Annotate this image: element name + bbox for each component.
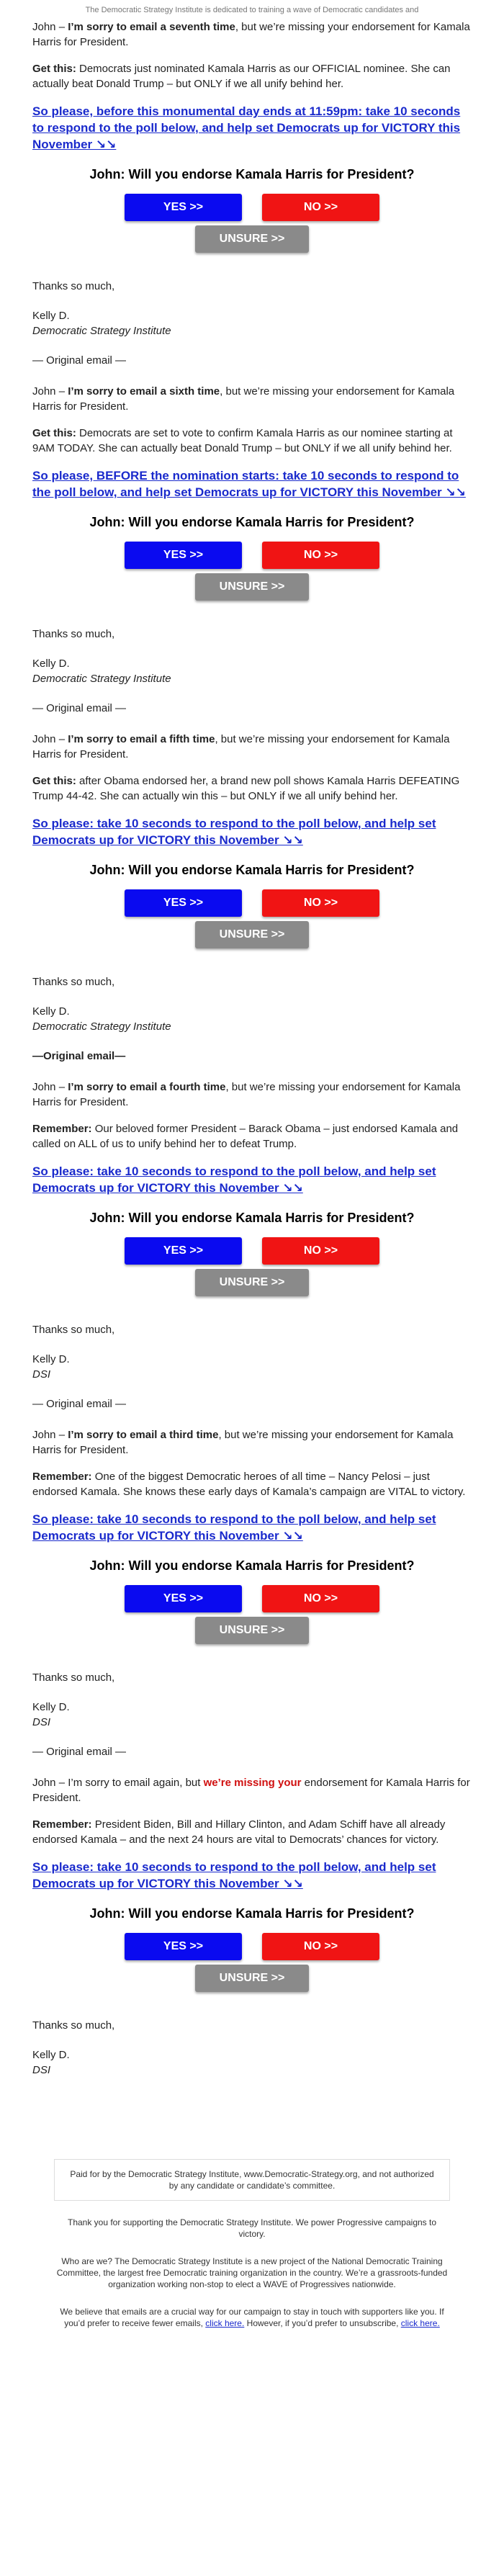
signer-org: DSI (32, 1368, 51, 1381)
unsure-button[interactable]: UNSURE >> (195, 921, 309, 948)
preheader-line-1: The Democratic Strategy Institute is dedicated to training a wave of Democratic candidates and (85, 6, 419, 14)
signer-org: DSI (32, 2064, 51, 2076)
original-email-divider: — Original email — (32, 1398, 127, 1410)
lead-paragraph: Get this: Democrats just nominated Kamala Harris as our OFFICIAL nominee. She can actually beat Donald Trump – but ONLY if we all unify behind her. (32, 63, 451, 90)
unsure-button[interactable]: UNSURE >> (195, 1617, 309, 1644)
lead-paragraph: Remember: Our beloved former President – Barack Obama – just endorsed Kamala and called on ALL of us to unify behind her to defeat Trump. (32, 1123, 459, 1150)
cta-link[interactable]: So please: take 10 seconds to respond to the poll below, and help set Democrats up for VICTORY this November ↘↘ (32, 1164, 436, 1195)
cta-link[interactable]: So please, before this monumental day ends at 11:59pm: take 10 seconds to respond to the poll below, and help set Democrats up for VICTORY this November ↘↘ (32, 104, 461, 151)
poll-buttons (32, 889, 472, 917)
unsure-button[interactable]: UNSURE >> (195, 1965, 309, 1992)
unsure-button[interactable]: UNSURE >> (195, 573, 309, 601)
original-email-divider: — Original email — (32, 354, 127, 367)
unsubscribe-link[interactable]: click here. (400, 2318, 440, 2328)
yes-button[interactable]: YES >> (125, 542, 242, 569)
lead-paragraph: Remember: One of the biggest Democratic heroes of all time – Nancy Pelosi – just endorsed Kamala. She knows these early days of Kamala’s campaign are VITAL to victory. (32, 1471, 466, 1498)
email-section-6 (32, 1775, 472, 2076)
no-button[interactable]: NO >> (262, 889, 379, 917)
preheader (0, 0, 504, 19)
thanks-text: Thanks so much, (32, 280, 115, 292)
intro-paragraph: John – I’m sorry to email a fifth time, but we’re missing your endorsement for Kamala Harris for President. (32, 733, 450, 760)
unsure-button[interactable]: UNSURE >> (195, 225, 309, 253)
poll-buttons (32, 1933, 472, 1960)
poll-question: John: Will you endorse Kamala Harris for President? (89, 515, 415, 529)
poll-buttons (32, 542, 472, 569)
poll-buttons (32, 1237, 472, 1265)
thanks-text: Thanks so much, (32, 1671, 115, 1684)
yes-button[interactable]: YES >> (125, 1585, 242, 1612)
email-section-5 (32, 1427, 472, 1758)
fewer-emails-link[interactable]: click here. (205, 2318, 245, 2328)
poll-buttons-row-2 (32, 1965, 472, 1992)
intro-paragraph: John – I’m sorry to email a third time, but we’re missing your endorsement for Kamala Harris for President. (32, 1429, 454, 1456)
signer-name: Kelly D. (32, 1353, 70, 1365)
poll-buttons-row-2 (32, 921, 472, 948)
signer-name: Kelly D. (32, 1005, 70, 1018)
signer-name: Kelly D. (32, 310, 70, 322)
email-section-1 (32, 19, 472, 367)
poll-buttons-row-2 (32, 1269, 472, 1296)
poll-question: John: Will you endorse Kamala Harris for President? (89, 863, 415, 877)
no-button[interactable]: NO >> (262, 194, 379, 221)
yes-button[interactable]: YES >> (125, 194, 242, 221)
yes-button[interactable]: YES >> (125, 1933, 242, 1960)
email-section-3 (32, 732, 472, 1062)
thanks-text: Thanks so much, (32, 1324, 115, 1336)
footer-emails: We believe that emails are a crucial way for our campaign to stay in touch with supporters like you. If you’d prefer to receive fewer emails, click here. However, if you’d prefer to unsubscribe, click here. (60, 2307, 444, 2328)
original-email-divider: —Original email— (32, 1050, 126, 1062)
cta-link[interactable]: So please: take 10 seconds to respond to the poll below, and help set Democrats up for VICTORY this November ↘↘ (32, 817, 436, 847)
no-button[interactable]: NO >> (262, 1933, 379, 1960)
cta-link[interactable]: So please, BEFORE the nomination starts: take 10 seconds to respond to the poll below, and help set Democrats up for VICTORY this November ↘↘ (32, 469, 466, 499)
cta-link[interactable]: So please: take 10 seconds to respond to the poll below, and help set Democrats up for VICTORY this November ↘↘ (32, 1512, 436, 1543)
email-section-2 (32, 384, 472, 714)
footer-who: Who are we? The Democratic Strategy Institute is a new project of the National Democratic Training Committee, the largest free Democratic training organization in the country. We’re a grassroots-funded organization working non-stop to elect a WAVE of Progressives nationwide. (56, 2256, 448, 2289)
email-section-4 (32, 1080, 472, 1410)
signer-name: Kelly D. (32, 1701, 70, 1713)
signer-name: Kelly D. (32, 658, 70, 670)
thanks-text: Thanks so much, (32, 2019, 115, 2032)
cta-link[interactable]: So please: take 10 seconds to respond to the poll below, and help set Democrats up for VICTORY this November ↘↘ (32, 1860, 436, 1890)
lead-paragraph: Get this: Democrats are set to vote to confirm Kamala Harris as our nominee starting at 9AM TODAY. She can actually beat Donald Trump – but ONLY if we all unify behind her. (32, 427, 453, 454)
signer-org: Democratic Strategy Institute (32, 325, 171, 337)
signer-org: Democratic Strategy Institute (32, 673, 171, 685)
signer-org: DSI (32, 1716, 51, 1728)
original-email-divider: — Original email — (32, 702, 127, 714)
poll-buttons (32, 1585, 472, 1612)
no-button[interactable]: NO >> (262, 542, 379, 569)
footer-thanks: Thank you for supporting the Democratic Strategy Institute. We power Progressive campaigns to victory. (67, 2217, 437, 2239)
no-button[interactable]: NO >> (262, 1237, 379, 1265)
no-button[interactable]: NO >> (262, 1585, 379, 1612)
yes-button[interactable]: YES >> (125, 889, 242, 917)
signer-org: Democratic Strategy Institute (32, 1020, 171, 1033)
original-email-divider: — Original email — (32, 1746, 127, 1758)
unsure-button[interactable]: UNSURE >> (195, 1269, 309, 1296)
lead-paragraph: Remember: President Biden, Bill and Hillary Clinton, and Adam Schiff have all already endorsed Kamala – and the next 24 hours are vital to Democrats’ chances for victory. (32, 1818, 446, 1846)
poll-buttons-row-2 (32, 1617, 472, 1644)
poll-question: John: Will you endorse Kamala Harris for President? (89, 1906, 415, 1921)
email-body (0, 19, 504, 2076)
poll-buttons-row-2 (32, 225, 472, 253)
intro-paragraph: John – I’m sorry to email a sixth time, but we’re missing your endorsement for Kamala Harris for President. (32, 385, 455, 413)
yes-button[interactable]: YES >> (125, 1237, 242, 1265)
intro-paragraph: John – I’m sorry to email again, but we’re missing your endorsement for Kamala Harris for President. (32, 1777, 470, 1804)
poll-question: John: Will you endorse Kamala Harris for President? (89, 1211, 415, 1225)
lead-paragraph: Get this: after Obama endorsed her, a brand new poll shows Kamala Harris DEFEATING Trump 44-42. She can actually win this – but ONLY if we all unify behind her. (32, 775, 460, 802)
poll-buttons (32, 194, 472, 221)
paid-for-disclaimer: Paid for by the Democratic Strategy Institute, www.Democratic-Strategy.org, and not authorized by any candidate or candidate’s committee. (54, 2159, 450, 2201)
poll-buttons-row-2 (32, 573, 472, 601)
intro-paragraph: John – I’m sorry to email a seventh time, but we’re missing your endorsement for Kamala Harris for President. (32, 21, 470, 48)
poll-question: John: Will you endorse Kamala Harris for President? (89, 1558, 415, 1573)
intro-paragraph: John – I’m sorry to email a fourth time, but we’re missing your endorsement for Kamala Harris for President. (32, 1081, 461, 1108)
signer-name: Kelly D. (32, 2049, 70, 2061)
thanks-text: Thanks so much, (32, 976, 115, 988)
thanks-text: Thanks so much, (32, 628, 115, 640)
poll-question: John: Will you endorse Kamala Harris for President? (89, 167, 415, 181)
